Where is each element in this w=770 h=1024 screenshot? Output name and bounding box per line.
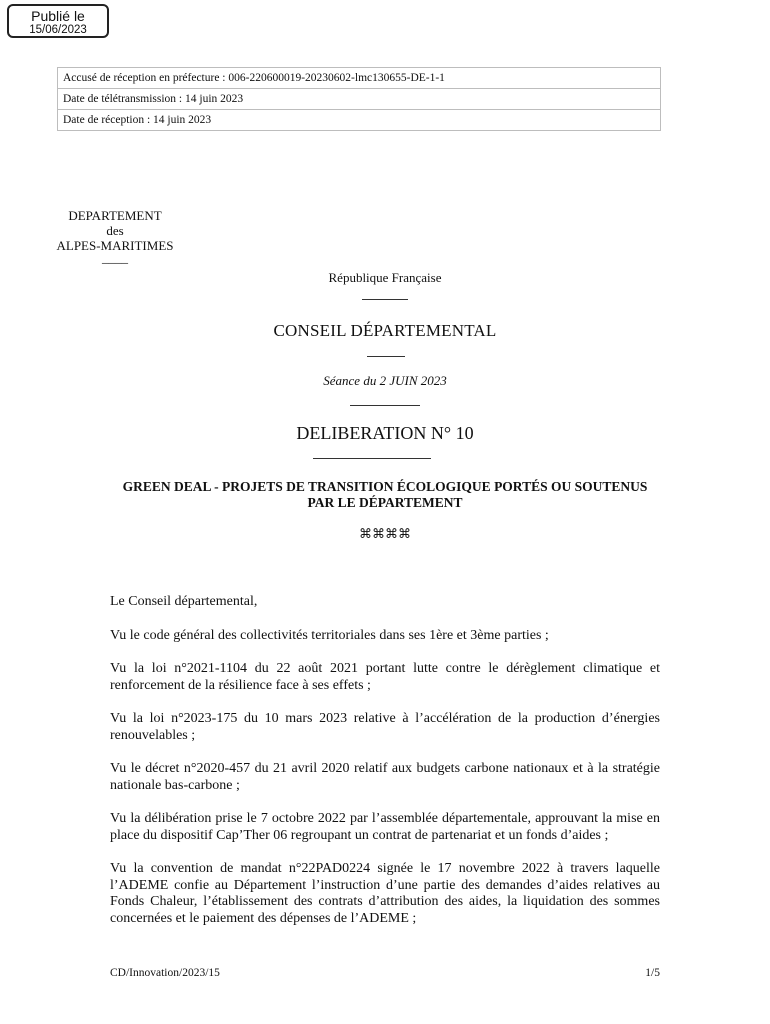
page-number: 1/5 bbox=[645, 967, 660, 979]
deliberation-number: DELIBERATION N° 10 bbox=[296, 423, 474, 443]
paragraph: Vu le code général des collectivités territoriales dans ses 1ère et 3ème parties ; bbox=[110, 627, 549, 643]
paragraph: Vu le décret n°2020-457 du 21 avril 2020 relatif aux budgets carbone nationaux et à la stratégie nationale bas-carbone ; bbox=[110, 761, 660, 793]
document-body bbox=[110, 594, 660, 944]
deliberation-subject: GREEN DEAL - PROJETS DE TRANSITION ÉCOLOGIQUE PORTÉS OU SOUTENUS PAR LE DÉPARTEMENT bbox=[122, 479, 648, 510]
divider bbox=[313, 458, 431, 459]
receipt-acknowledgement: Accusé de réception en préfecture : 006-220600019-20230602-lmc130655-DE-1-1 bbox=[58, 68, 661, 89]
stamp-date: 15/06/2023 bbox=[29, 24, 87, 36]
paragraph: Vu la loi n°2023-175 du 10 mars 2023 relative à l’accélération de la production d’énergies renouvelables ; bbox=[110, 711, 660, 743]
table-row bbox=[58, 89, 661, 110]
paragraph: Vu la convention de mandat n°22PAD0224 signée le 17 novembre 2022 à travers laquelle l’ADEME confie au Département l’instruction d’une partie des demandes d’aides relatives au Fonds Chaleur, l’établissement des contrats d’attribution des aides, la liquidation des sommes concernées et le paiement des dépenses de l’ADEME ; bbox=[110, 861, 660, 926]
divider bbox=[350, 405, 420, 406]
receipt-table bbox=[57, 67, 661, 131]
council-title: CONSEIL DÉPARTEMENTAL bbox=[273, 321, 497, 340]
department-header bbox=[55, 208, 175, 265]
divider bbox=[367, 356, 405, 357]
divider bbox=[362, 299, 408, 300]
stamp-label: Publié le bbox=[31, 8, 85, 24]
department-line: des bbox=[106, 223, 124, 238]
department-line: DEPARTEMENT bbox=[68, 208, 162, 223]
department-line: ALPES-MARITIMES bbox=[56, 238, 174, 253]
session-date: Séance du 2 JUIN 2023 bbox=[323, 373, 447, 388]
receipt-reception-date: Date de réception : 14 juin 2023 bbox=[58, 110, 661, 131]
paragraph: Vu la loi n°2021-1104 du 22 août 2021 portant lutte contre le dérèglement climatique et renforcement de la résilience face à ses effets ; bbox=[110, 661, 660, 693]
department-underline: ____ bbox=[102, 250, 128, 265]
paragraph: Le Conseil départemental, bbox=[110, 594, 258, 609]
republic-label: République Française bbox=[328, 270, 442, 285]
publication-stamp bbox=[7, 4, 109, 38]
table-row bbox=[58, 68, 661, 89]
table-row bbox=[58, 110, 661, 131]
ornament: ⌘⌘⌘⌘ bbox=[359, 527, 411, 542]
paragraph: Vu la délibération prise le 7 octobre 2022 par l’assemblée départementale, approuvant la mise en place du dispositif Cap’Ther 06 regroupant un contrat de partenariat et un fonds d’aides ; bbox=[110, 811, 660, 843]
document-reference: CD/Innovation/2023/15 bbox=[110, 967, 220, 979]
receipt-transmission-date: Date de télétransmission : 14 juin 2023 bbox=[58, 89, 661, 110]
